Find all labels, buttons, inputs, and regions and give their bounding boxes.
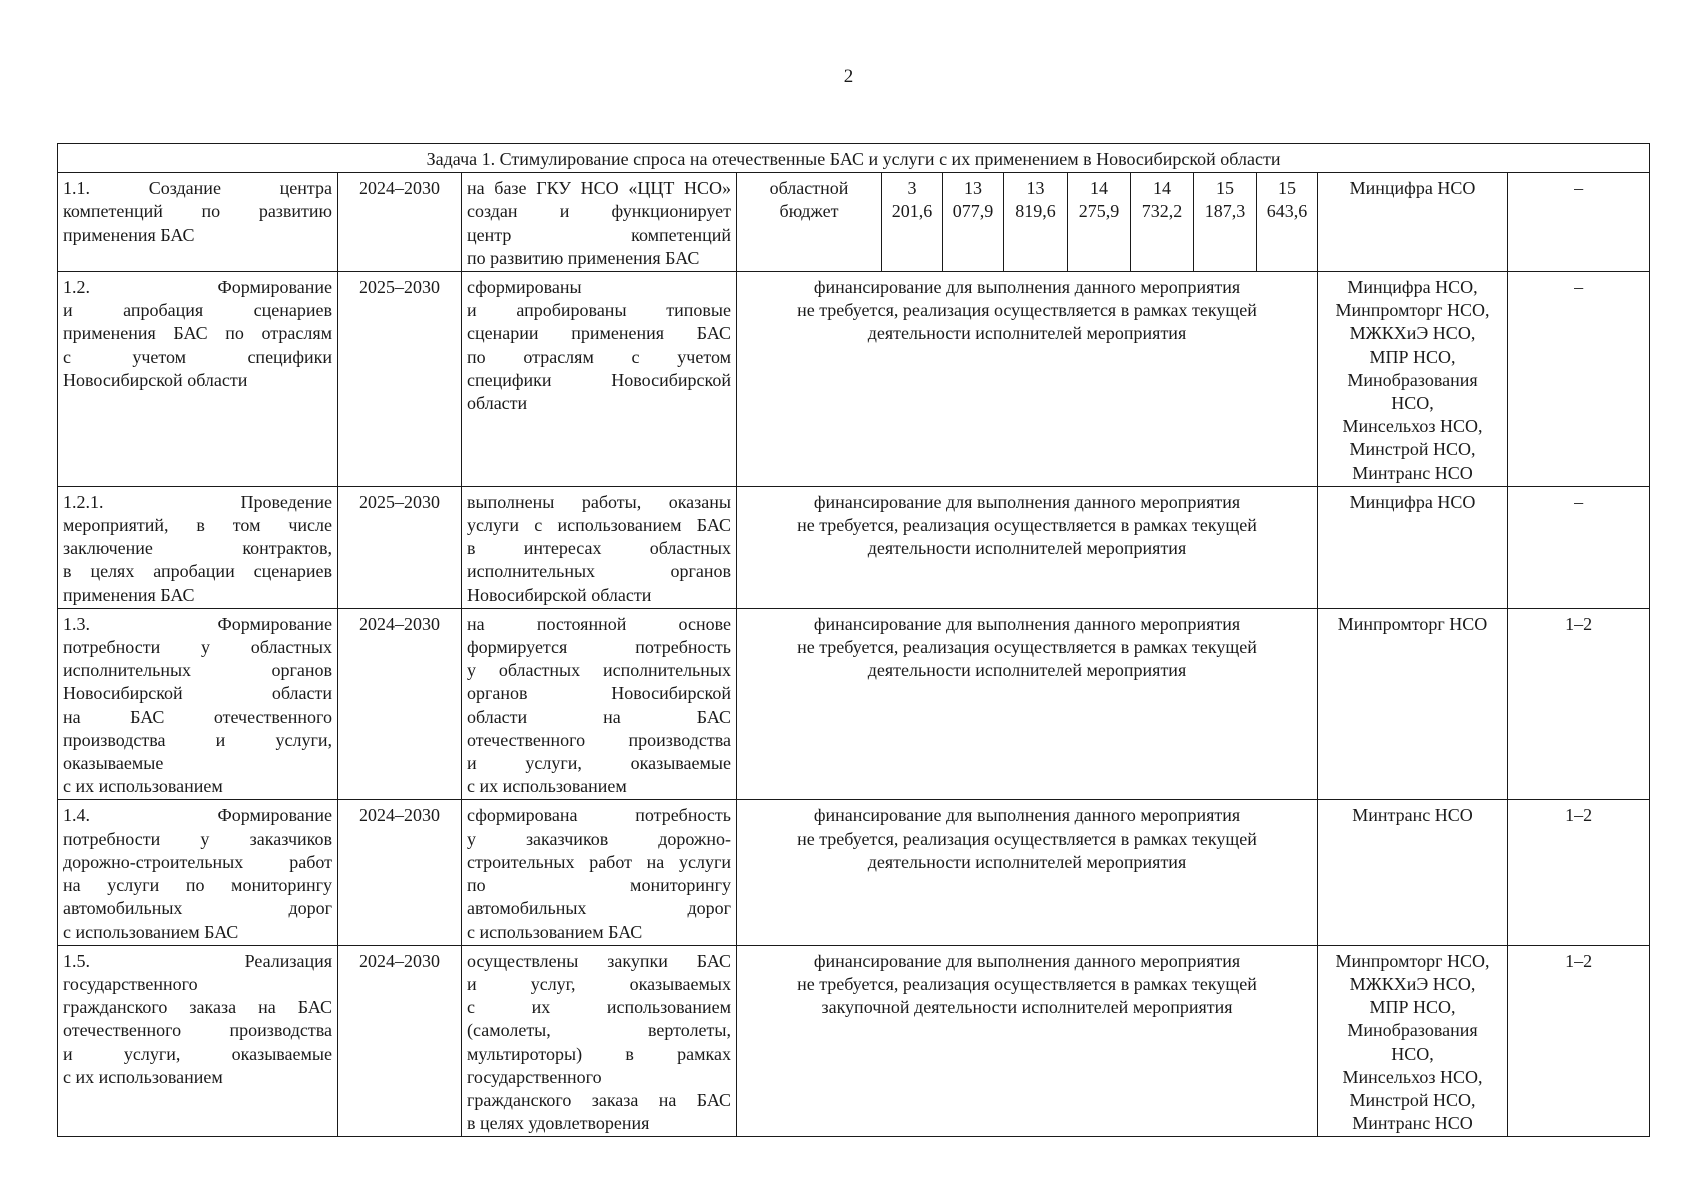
indicator: –	[1508, 272, 1650, 487]
text-line: не требуется, реализация осуществляется в рамках текущей	[797, 828, 1257, 849]
text-line: Новосибирской области	[467, 584, 652, 605]
activity-name	[58, 945, 338, 1137]
text-line: не требуется, реализация осуществляется в рамках текущей	[797, 515, 1257, 536]
activity-result	[462, 173, 737, 272]
text-line: не требуется, реализация осуществляется в рамках текущей	[797, 300, 1257, 321]
text-line: деятельности исполнителей мероприятия	[867, 323, 1187, 344]
indicator: 1–2	[1508, 800, 1650, 945]
text-line: Минобразования	[1347, 1020, 1478, 1041]
text-line: производства и услуги,	[63, 729, 332, 750]
text-line: мероприятий, в том числе	[63, 515, 332, 536]
text-line: 1.1. Создание центра	[63, 178, 332, 199]
text-line: автомобильных дорог	[63, 898, 332, 919]
indicator: 1–2	[1508, 945, 1650, 1137]
text-line: МЖКХиЭ НСО,	[1349, 973, 1476, 994]
task-header-row	[58, 144, 1650, 173]
text-line: 3	[907, 178, 917, 199]
funding-source	[737, 173, 882, 272]
activity-period: 2024–2030	[338, 945, 462, 1137]
executors	[1318, 800, 1508, 945]
text-line: применения БАС	[63, 584, 195, 605]
activity-row	[58, 173, 1650, 272]
text-line: применения БАС по отраслям	[63, 323, 332, 344]
executors	[1318, 486, 1508, 608]
text-line: на БАС отечественного	[63, 706, 332, 727]
executors	[1318, 945, 1508, 1137]
activity-period: 2025–2030	[338, 486, 462, 608]
text-line: услуги с использованием БАС	[467, 515, 731, 536]
text-line: деятельности исполнителей мероприятия	[867, 660, 1187, 681]
text-line: отечественного производства	[63, 1020, 332, 1041]
text-line: МПР НСО,	[1369, 346, 1456, 367]
text-line: органов Новосибирской	[467, 683, 731, 704]
activity-period: 2025–2030	[338, 272, 462, 487]
executors	[1318, 608, 1508, 800]
text-line: с использованием БАС	[63, 921, 239, 942]
activity-result	[462, 486, 737, 608]
text-line: у областных исполнительных	[467, 660, 731, 681]
text-line: Новосибирской области	[63, 683, 332, 704]
text-line: 14	[1153, 178, 1171, 199]
text-line: Новосибирской области	[63, 369, 248, 390]
text-line: сформированы	[467, 277, 582, 298]
funding-note	[737, 945, 1318, 1137]
text-line: и услуг, оказываемых	[467, 973, 731, 994]
text-line: области на БАС	[467, 706, 731, 727]
funding-note	[737, 486, 1318, 608]
activity-result	[462, 272, 737, 487]
text-line: и апробация сценариев	[63, 300, 332, 321]
text-line: 1.2. Формирование	[63, 277, 332, 298]
text-line: 15	[1278, 178, 1296, 199]
text-line: деятельности исполнителей мероприятия	[867, 538, 1187, 559]
executors	[1318, 272, 1508, 487]
text-line: деятельности исполнителей мероприятия	[867, 851, 1187, 872]
funding-note	[737, 608, 1318, 800]
text-line: Минстрой НСО,	[1349, 1089, 1476, 1110]
activity-name	[58, 800, 338, 945]
indicator: –	[1508, 173, 1650, 272]
activities-table	[57, 143, 1650, 1137]
text-line: осуществлены закупки БАС	[467, 950, 731, 971]
text-line: финансирование для выполнения данного мероприятия	[813, 805, 1241, 826]
funding-amount	[1194, 173, 1257, 272]
text-line: по отраслям с учетом	[467, 346, 731, 367]
text-line: Минпромторг НСО	[1337, 613, 1488, 634]
funding-amount	[1131, 173, 1194, 272]
activity-row	[58, 272, 1650, 487]
activity-period: 2024–2030	[338, 800, 462, 945]
indicator: 1–2	[1508, 608, 1650, 800]
text-line: потребности у областных	[63, 637, 332, 658]
text-line: 201,6	[891, 201, 933, 222]
text-line: 732,2	[1141, 201, 1183, 222]
task-title: Задача 1. Стимулирование спроса на отечественные БАС и услуги с их применением в Новосибирской области	[58, 144, 1650, 173]
text-line: применения БАС	[63, 224, 195, 245]
text-line: 275,9	[1078, 201, 1120, 222]
activity-name	[58, 486, 338, 608]
text-line: МПР НСО,	[1369, 997, 1456, 1018]
text-line: сформирована потребность	[467, 805, 731, 826]
activity-result	[462, 800, 737, 945]
activity-name	[58, 608, 338, 800]
text-line: в интересах областных	[467, 538, 731, 559]
text-line: не требуется, реализация осуществляется в рамках текущей	[797, 637, 1257, 658]
text-line: финансирование для выполнения данного мероприятия	[813, 950, 1241, 971]
text-line: и услуги, оказываемые	[467, 753, 731, 774]
text-line: дорожно-строительных работ	[63, 851, 332, 872]
text-line: НСО,	[1391, 393, 1434, 414]
text-line: Минпромторг НСО,	[1335, 300, 1490, 321]
text-line: Минтранс НСО	[1352, 1113, 1473, 1134]
text-line: отечественного производства	[467, 729, 731, 750]
text-line: на услуги по мониторингу	[63, 875, 332, 896]
text-line: компетенций по развитию	[63, 201, 332, 222]
text-line: не требуется, реализация осуществляется в рамках текущей	[797, 973, 1257, 994]
text-line: 819,6	[1015, 201, 1056, 222]
text-line: формируется потребность	[467, 637, 731, 658]
text-line: 13	[964, 178, 982, 199]
text-line: центр компетенций	[467, 224, 731, 245]
text-line: автомобильных дорог	[467, 898, 731, 919]
funding-amount	[943, 173, 1004, 272]
funding-note	[737, 800, 1318, 945]
text-line: гражданского заказа на БАС	[467, 1089, 731, 1110]
text-line: в целях апробации сценариев	[63, 561, 332, 582]
activity-row	[58, 486, 1650, 608]
text-line: Минсельхоз НСО,	[1342, 416, 1483, 437]
text-line: в целях удовлетворения	[467, 1113, 650, 1134]
text-line: Минсельхоз НСО,	[1342, 1066, 1483, 1087]
activity-result	[462, 945, 737, 1137]
text-line: 077,9	[952, 201, 994, 222]
activity-period: 2024–2030	[338, 173, 462, 272]
text-line: создан и функционирует	[467, 201, 731, 222]
text-line: бюджет	[779, 201, 839, 222]
text-line: НСО,	[1391, 1043, 1434, 1064]
text-line: Минцифра НСО,	[1347, 277, 1478, 298]
text-line: на базе ГКУ НСО «ЦЦТ НСО»	[467, 178, 731, 199]
text-line: заключение контрактов,	[63, 538, 332, 559]
text-line: по развитию применения БАС	[467, 247, 700, 268]
text-line: финансирование для выполнения данного мероприятия	[813, 613, 1241, 634]
text-line: области	[467, 393, 528, 414]
text-line: 187,3	[1204, 201, 1246, 222]
text-line: государственного	[467, 1066, 602, 1087]
text-line: оказываемые	[63, 753, 164, 774]
text-line: финансирование для выполнения данного мероприятия	[813, 277, 1241, 298]
text-line: мультироторы) в рамках	[467, 1043, 731, 1064]
text-line: Минпромторг НСО,	[1335, 950, 1490, 971]
activity-row	[58, 800, 1650, 945]
text-line: с их использованием	[63, 776, 223, 797]
text-line: с их использованием	[467, 776, 627, 797]
text-line: 1.4. Формирование	[63, 805, 332, 826]
text-line: строительных работ на услуги	[467, 851, 731, 872]
indicator: –	[1508, 486, 1650, 608]
text-line: 1.2.1. Проведение	[63, 491, 332, 512]
text-line: и апробированы типовые	[467, 300, 731, 321]
text-line: сценарии применения БАС	[467, 323, 731, 344]
text-line: областной	[769, 178, 849, 199]
funding-amount	[882, 173, 943, 272]
activity-row	[58, 945, 1650, 1137]
activity-result	[462, 608, 737, 800]
activity-name	[58, 272, 338, 487]
text-line: Минтранс НСО	[1352, 805, 1473, 826]
text-line: с их использованием	[63, 1066, 223, 1087]
text-line: с учетом специфики	[63, 346, 332, 367]
text-line: по мониторингу	[467, 875, 731, 896]
page-number: 2	[843, 66, 854, 87]
text-line: с использованием БАС	[467, 921, 643, 942]
text-line: потребности у заказчиков	[63, 828, 332, 849]
text-line: на постоянной основе	[467, 613, 731, 634]
text-line: 14	[1090, 178, 1108, 199]
text-line: Минцифра НСО	[1349, 178, 1476, 199]
text-line: государственного	[63, 973, 198, 994]
text-line: Минтранс НСО	[1352, 462, 1473, 483]
text-line: 643,6	[1266, 201, 1308, 222]
text-line: гражданского заказа на БАС	[63, 997, 332, 1018]
funding-amount	[1004, 173, 1068, 272]
text-line: Минстрой НСО,	[1349, 439, 1476, 460]
text-line: МЖКХиЭ НСО,	[1349, 323, 1476, 344]
text-line: и услуги, оказываемые	[63, 1043, 332, 1064]
activity-period: 2024–2030	[338, 608, 462, 800]
text-line: специфики Новосибирской	[467, 369, 731, 390]
text-line: Минобразования	[1347, 369, 1478, 390]
funding-amount	[1068, 173, 1131, 272]
activity-name	[58, 173, 338, 272]
funding-amount	[1257, 173, 1318, 272]
text-line: выполнены работы, оказаны	[467, 491, 731, 512]
text-line: Минцифра НСО	[1349, 491, 1476, 512]
text-line: исполнительных органов	[63, 660, 332, 681]
text-line: 1.5. Реализация	[63, 950, 332, 971]
text-line: у заказчиков дорожно-	[467, 828, 731, 849]
text-line: (самолеты, вертолеты,	[467, 1020, 731, 1041]
text-line: 13	[1026, 178, 1045, 199]
text-line: 15	[1216, 178, 1234, 199]
text-line: закупочной деятельности исполнителей мероприятия	[821, 997, 1233, 1018]
text-line: 1.3. Формирование	[63, 613, 332, 634]
funding-note	[737, 272, 1318, 487]
text-line: исполнительных органов	[467, 561, 731, 582]
text-line: с их использованием	[467, 997, 731, 1018]
executors	[1318, 173, 1508, 272]
activity-row	[58, 608, 1650, 800]
text-line: финансирование для выполнения данного мероприятия	[813, 491, 1241, 512]
